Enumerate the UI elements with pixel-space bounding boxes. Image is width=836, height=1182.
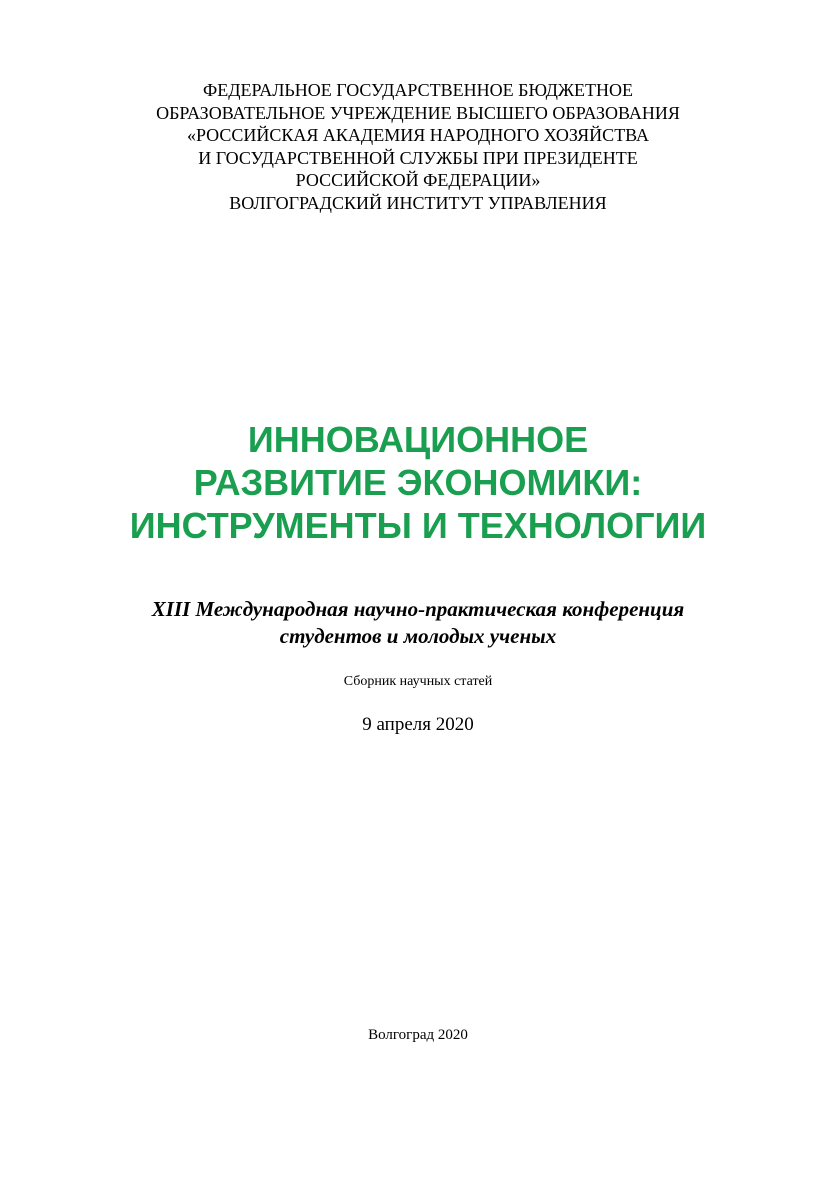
- title-line: ИНСТРУМЕНТЫ И ТЕХНОЛОГИИ: [129, 505, 707, 546]
- conference-subtitle: [0, 596, 836, 650]
- title-line: ИННОВАЦИОННОЕ: [247, 419, 589, 460]
- header-line: ОБРАЗОВАТЕЛЬНОЕ УЧРЕЖДЕНИЕ ВЫСШЕГО ОБРАЗОВАНИЯ: [156, 102, 680, 123]
- conference-date: 9 апреля 2020: [362, 714, 474, 735]
- institution-header: [0, 79, 836, 214]
- header-line: ФЕДЕРАЛЬНОЕ ГОСУДАРСТВЕННОЕ БЮДЖЕТНОЕ: [203, 80, 633, 100]
- title-line: РАЗВИТИЕ ЭКОНОМИКИ:: [193, 462, 643, 503]
- conference-line: студентов и молодых ученых: [279, 624, 557, 648]
- header-line: И ГОСУДАРСТВЕННОЙ СЛУЖБЫ ПРИ ПРЕЗИДЕНТЕ: [198, 147, 638, 168]
- header-line: ВОЛГОГРАДСКИЙ ИНСТИТУТ УПРАВЛЕНИЯ: [229, 192, 607, 213]
- conference-line: XIII Международная научно-практическая конференция: [151, 597, 685, 621]
- document-title: [0, 418, 836, 547]
- city-year: Волгоград 2020: [368, 1027, 468, 1043]
- collection-type: Сборник научных статей: [343, 674, 493, 689]
- header-line: «РОССИЙСКАЯ АКАДЕМИЯ НАРОДНОГО ХОЗЯЙСТВА: [186, 125, 650, 145]
- header-line: РОССИЙСКОЙ ФЕДЕРАЦИИ»: [295, 170, 541, 190]
